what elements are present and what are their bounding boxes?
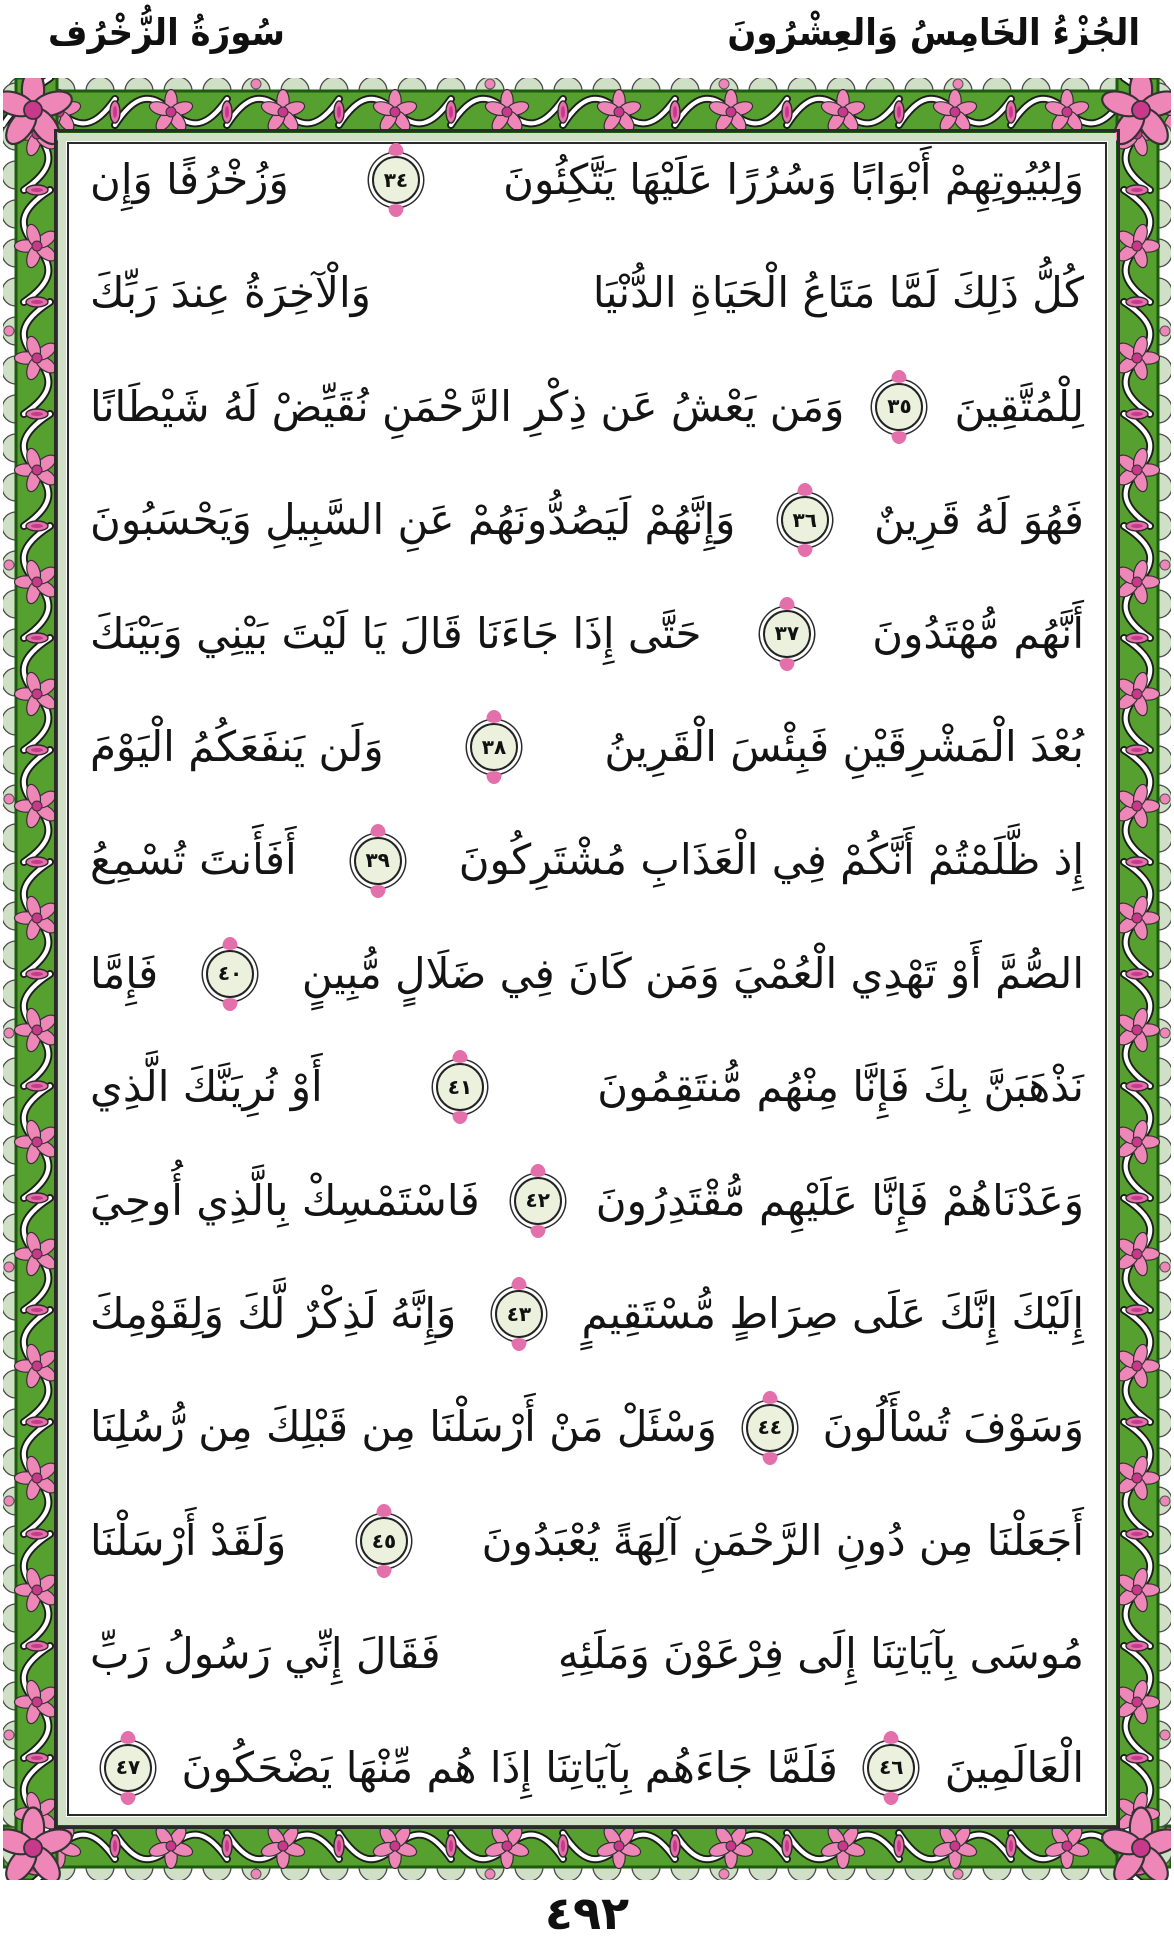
quran-text: فَهُوَ لَهُ قَرِينٌ	[873, 495, 1084, 545]
ayah-end-medallion: ٣٥	[875, 383, 923, 431]
quran-line	[90, 723, 1084, 771]
quran-text: كُلُّ ذَلِكَ لَمَّا مَتَاعُ الْحَيَاةِ الدُّنْيَا	[592, 268, 1084, 318]
quran-text: وَزُخْرُفًا وَإِن	[90, 155, 289, 204]
quran-text: وَسْئَلْ مَنْ أَرْسَلْنَا مِن قَبْلِكَ مِن رُّسُلِنَا	[90, 1402, 717, 1452]
quran-text: فَقَالَ إِنِّي رَسُولُ رَبِّ	[90, 1629, 441, 1679]
page-header	[48, 8, 1140, 59]
quran-text: وَمَن يَعْشُ عَن ذِكْرِ الرَّحْمَنِ نُقَيِّضْ لَهُ شَيْطَانًا	[90, 381, 845, 431]
quran-text: فَإِمَّا	[90, 948, 159, 998]
ayah-end-medallion: ٣٦	[781, 496, 829, 544]
ayah-end-medallion: ٣٤	[372, 156, 420, 204]
ayah-end-medallion: ٤١	[436, 1063, 484, 1111]
quran-line	[90, 1290, 1084, 1338]
quran-line	[90, 1630, 1084, 1678]
page-number: ٤٩٢	[544, 1886, 630, 1940]
quran-line	[90, 1403, 1084, 1451]
quran-text: فَلَمَّا جَاءَهُم بِآيَاتِنَا إِذَا هُم مِّنْهَا يَضْحَكُونَ	[181, 1742, 838, 1792]
quran-text: إِذ ظَّلَمْتُمْ أَنَّكُمْ فِي الْعَذَابِ مُشْتَرِكُونَ	[458, 835, 1084, 885]
quran-line	[90, 610, 1084, 658]
ayah-end-medallion: ٤٧	[104, 1744, 152, 1792]
quran-text: الْعَالَمِينَ	[944, 1742, 1084, 1792]
quran-text: أَفَأَنتَ تُسْمِعُ	[90, 835, 297, 885]
quran-line	[90, 836, 1084, 884]
quran-line	[90, 156, 1084, 204]
ayah-end-medallion: ٤٤	[746, 1404, 794, 1452]
ayah-end-medallion: ٤٦	[867, 1744, 915, 1792]
quran-line	[90, 269, 1084, 317]
quran-line	[90, 1177, 1084, 1225]
juz-title: الجُزْءُ الخَامِسُ وَالعِشْرُونَ	[727, 11, 1140, 55]
quran-text: وَلَقَدْ أَرْسَلْنَا	[90, 1515, 287, 1565]
quran-text-block	[90, 156, 1084, 1792]
ayah-end-medallion: ٤٣	[495, 1290, 543, 1338]
quran-text: وَإِنَّهُ لَذِكْرٌ لَّكَ وَلِقَوْمِكَ	[90, 1289, 457, 1339]
quran-text: أَجَعَلْنَا مِن دُونِ الرَّحْمَنِ آلِهَةً يُعْبَدُونَ	[481, 1515, 1084, 1565]
ayah-end-medallion: ٤٠	[206, 950, 254, 998]
quran-text: وَالْآخِرَةُ عِندَ رَبِّكَ	[90, 268, 371, 318]
quran-text: مُوسَى بِآيَاتِنَا إِلَى فِرْعَوْنَ وَمَلَئِهِ	[557, 1629, 1084, 1679]
quran-text: أَنَّهُم مُّهْتَدُونَ	[872, 608, 1084, 658]
ayah-end-medallion: ٣٩	[354, 837, 402, 885]
quran-text: وَلَن يَنفَعَكُمُ الْيَوْمَ	[90, 722, 384, 772]
quran-text: وَسَوْفَ تُسْأَلُونَ	[822, 1402, 1084, 1452]
ayah-end-medallion: ٣٨	[470, 723, 518, 771]
ayah-end-medallion: ٤٢	[514, 1177, 562, 1225]
quran-line	[90, 496, 1084, 544]
quran-line	[90, 383, 1084, 431]
quran-text: بُعْدَ الْمَشْرِقَيْنِ فَبِئْسَ الْقَرِينُ	[604, 722, 1084, 772]
quran-line	[90, 1063, 1084, 1111]
quran-text: لِلْمُتَّقِينَ	[954, 381, 1084, 431]
quran-line	[90, 950, 1084, 998]
quran-text: حَتَّى إِذَا جَاءَنَا قَالَ يَا لَيْتَ بَيْنِي وَبَيْنَكَ	[90, 608, 702, 658]
quran-line	[90, 1517, 1084, 1565]
quran-line	[90, 1744, 1084, 1792]
quran-text: وَإِنَّهُمْ لَيَصُدُّونَهُمْ عَنِ السَّبِيلِ وَيَحْسَبُونَ	[90, 495, 736, 545]
quran-text: وَلِبُيُوتِهِمْ أَبْوَابًا وَسُرُرًا عَلَيْهَا يَتَّكِئُونَ	[503, 155, 1084, 204]
surah-title: سُورَةُ الزُّخْرُف	[48, 11, 285, 55]
quran-text: وَعَدْنَاهُمْ فَإِنَّا عَلَيْهِم مُّقْتَدِرُونَ	[595, 1175, 1084, 1225]
quran-text: أَوْ نُرِيَنَّكَ الَّذِي	[90, 1062, 323, 1112]
ayah-end-medallion: ٣٧	[763, 610, 811, 658]
ayah-end-medallion: ٤٥	[360, 1517, 408, 1565]
quran-text: الصُّمَّ أَوْ تَهْدِي الْعُمْيَ وَمَن كَانَ فِي ضَلَالٍ مُّبِينٍ	[301, 948, 1084, 998]
quran-text: إِلَيْكَ إِنَّكَ عَلَى صِرَاطٍ مُّسْتَقِيمٍ	[581, 1289, 1084, 1339]
quran-text: فَاسْتَمْسِكْ بِالَّذِي أُوحِيَ	[90, 1175, 480, 1225]
quran-text: نَذْهَبَنَّ بِكَ فَإِنَّا مِنْهُم مُّنتَقِمُونَ	[597, 1062, 1084, 1112]
